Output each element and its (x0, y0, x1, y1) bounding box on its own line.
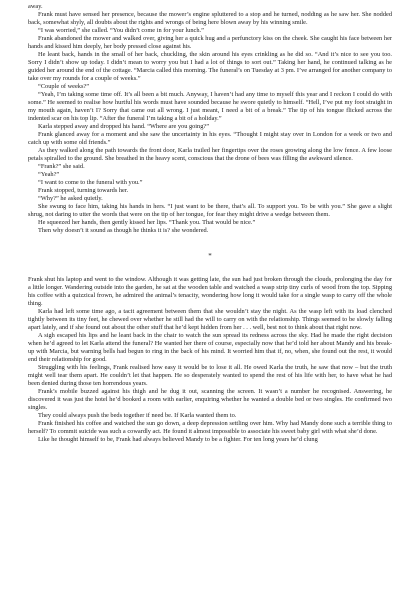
paragraph: away. (28, 3, 43, 10)
paragraph: “Why?” he asked quietly. (38, 195, 103, 202)
paragraph: He leant back, hands in the small of her back, chuckling, the skin around his eyes crinkling as he did so. “And it’s nice to see you too. Sorry I didn’t show up today. I didn’t mean to worry you but I had a lot of things to sort out.” Taking her hand, he continued talking as he guided her around the end of the cottage. “Marcia called this morning. The funeral’s on Tuesday at 3 pm. I’ve arranged for another company to take over my rounds for a couple of weeks.” (28, 51, 392, 82)
paragraph: She swung to face him, taking his hands in hers. “I just want to be there, that’s all. To support you. To be with you.” She gave a slight shrug, not daring to utter the words that were on the tip of her tongue, for fear they might drive a wedge between them. (28, 203, 392, 218)
paragraph: Frank shut his laptop and went to the window. Although it was getting late, the sun had just broken through the clouds, prolonging the day for a little longer. Wandering outside into the garden, he sat at the wooden table and watched a wasp strip tiny curls of wood from the top. Sipping his coffee with a quizzical frown, he admired the animal’s tenacity, wondering how long it would take for a single wasp to carry off the whole thing. (28, 276, 392, 307)
paragraph: Then why doesn’t it sound as though he thinks it is? she wondered. (38, 227, 209, 234)
paragraph: “Couple of weeks?” (38, 83, 90, 90)
paragraph: Frank must have sensed her presence, because the mower’s engine spluttered to a stop and he turned, nodding as he saw her. She nodded back, somewhat shyly, all doubts about the rights and wrongs of being here blown away by his winning smile. (28, 11, 392, 26)
paragraph: “I was worried,” she called. “You didn’t come in for your lunch.” (38, 27, 204, 34)
paragraph: They could always push the beds together if need be. If Karla wanted them to. (38, 412, 237, 419)
scene-break: * (208, 252, 212, 260)
paragraph: “I want to come to the funeral with you.” (38, 179, 143, 186)
paragraph: “Yeah?” (38, 171, 60, 178)
paragraph: A sigh escaped his lips and he leant back in the chair to watch the sun spread its redness across the sky. Had he made the right decision when he’d agreed to let Karla attend the funeral? He wanted her there of course, especially now that he’d told her about Mandy and his break-up with Marcia, but warning bells had begun to ring in the back of his mind. It worried him that if, no, when, she found out the rest, it would end their relationship for good. (28, 332, 392, 363)
paragraph: Frank finished his coffee and watched the sun go down, a deep depression settling over him. Why had Mandy done such a terrible thing to herself? To commit suicide was such a cowardly act. He found it almost impossible to associate his sweet baby girl with what she’d done. (28, 420, 392, 435)
paragraph: He squeezed her hands, then gently kissed her lips. “Thank you. That would be nice.” (38, 219, 256, 226)
paragraph: Struggling with his feelings, Frank realised how easy it would be to lose it all. He owed Karla the truth, he saw that now – but the truth might well tear them apart. He couldn’t let that happen. He so desperately wanted to spend the rest of his life with her, to have what he had been denied during those ten horrendous years. (28, 364, 392, 387)
paragraph: Like he thought himself to be, Frank had always believed Mandy to be a fighter. For ten long years he’d clung (38, 436, 318, 443)
paragraph: Karla had left some time ago, a tacit agreement between them that she wouldn’t stay the night. As the wasp left with its load clenched tightly between its tiny feet, he chewed over whether he still had the will to carry on with the relationship. Things seemed to be slowly falling apart lately, and if she found out about the other stuff that he’d kept hidden from her . . . well, best not to think about that right now. (28, 308, 392, 331)
paragraph: Frank abandoned the mower and walked over, giving her a quick hug and a perfunctory kiss on the cheek. She caught his face between her hands and kissed him deeply, her body pressed close against his. (28, 35, 392, 50)
paragraph: Frank glanced away for a moment and she saw the uncertainty in his eyes. “Thought I might stay over in London for a week or two and catch up with some old friends.” (28, 131, 392, 146)
paragraph: As they walked along the path towards the front door, Karla trailed her fingertips over the roses growing along the low fence. A few loose petals spiralled to the ground. She breathed in the heavy scent, conscious that the drone of bees was filling the awkward silence. (28, 147, 392, 162)
paragraph: “Frank?” she said. (38, 163, 85, 170)
paragraph: Frank stopped, turning towards her. (38, 187, 129, 194)
paragraph: Karla stepped away and dropped his hand. “Where are you going?” (38, 123, 210, 130)
paragraph: Frank’s mobile buzzed against his thigh and he dug it out, scanning the screen. It wasn’t a number he recognised. Answering, he discovered it was just the hotel he’d booked a room with earlier, enquiring whether he wanted a double bed or two singles. He confirmed two singles. (28, 388, 392, 411)
paragraph: “Yeah, I’m taking some time off. It’s all been a bit much. Anyway, I haven’t had any time to myself this year and I reckon I could do with some.” He seemed to realise how hurtful his words must have sounded because he swore quietly to himself. “Hell, I’ve put my foot straight in my mouth again, haven’t I? Sorry that came out all wrong. I just meant, I need a bit of a break.” The tip of his tongue flicked across the indented scar on his top lip. “After the funeral I’m taking a bit of a holiday.” (28, 91, 392, 122)
